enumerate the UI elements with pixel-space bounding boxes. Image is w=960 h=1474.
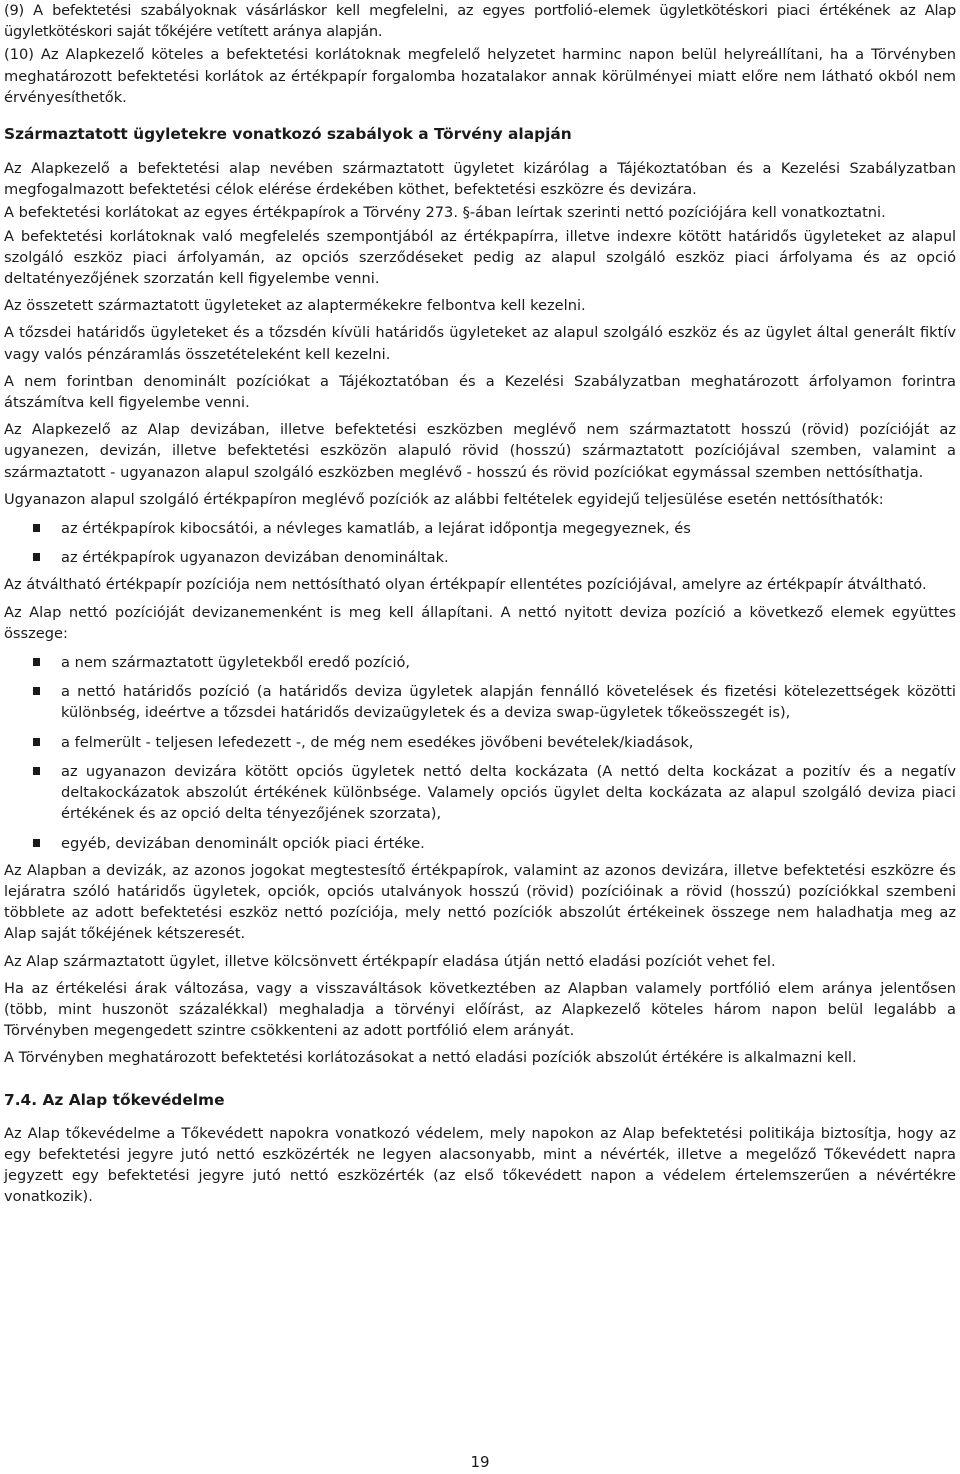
list-item: az ugyanazon devizára kötött opciós ügyletek nettó delta kockázata (A nettó delta kockázat a pozitív és a negatív deltakockázatok abszolút értékének különbsége. Valamely opciós ügylet delta kockázata az alapul szolgáló deviza piaci értékének és az opció delta tényezőjének szorzata), — [4, 761, 956, 825]
paragraph-10: (10) Az Alapkezelő köteles a befektetési korlátoknak megfelelő helyzetet harminc napon belül helyreállítani, ha a Törvényben meghatározott befektetési korlátok az értékpapír forgalomba hozatalakor annak körülményei miatt előre nem látható okból nem érvényesíthetők. — [4, 46, 956, 106]
paragraph: Az Alapkezelő az Alap devizában, illetve befektetési eszközben meglévő nem származtatott hosszú (rövid) pozícióját az ugyanezen, devizán, illetve befektetési eszközön alapuló rövid (hosszú) származtatott pozíciójával szemben, valamint a származtatott - ugyanazon alapul szolgáló eszközben meglévő - hosszú és rövid pozíciókat egymással szemben nettósíthatja. — [4, 421, 956, 481]
list-item: a nettó határidős pozíció (a határidős deviza ügyletek alapján fennálló követelések és fizetési kötelezettségek közötti különbség, ideértve a tőzsdei határidős devizaügyletek és a deviza swap-ügyletek tőkeösszegét is), — [4, 681, 956, 723]
paragraph: A tőzsdei határidős ügyleteket és a tőzsdén kívüli határidős ügyleteket az alapul szolgáló eszköz és az ügylet által generált fiktív vagy valós pénzáramlás összetételeként kell kezelni. — [4, 324, 956, 363]
paragraph: Az összetett származtatott ügyleteket az alaptermékekre felbontva kell kezelni. — [4, 297, 586, 315]
bullet-list-currency — [4, 652, 956, 854]
paragraph: Az Alap származtatott ügylet, illetve kölcsönvett értékpapír eladása útján nettó eladási pozíciót vehet fel. — [4, 952, 776, 970]
paragraph: A befektetési korlátoknak való megfelelés szempontjából az értékpapírra, illetve indexre kötött határidős ügyleteket az alapul szolgáló eszköz piaci árfolyamán, az opciós szerződéseket pedig az alapul szolgáló eszköz piaci árfolyama és az opció deltatényezőjének szorzatán kell figyelembe venni. — [4, 227, 956, 288]
list-item: a felmerült - teljesen lefedezett -, de még nem esedékes jövőbeni bevételek/kiadások, — [4, 732, 956, 753]
paragraph: Az Alapban a devizák, az azonos jogokat megtestesítő értékpapírok, valamint az azonos devizára, illetve befektetési eszközre és lejáratra szóló határidős ügyletek, opciók, opciós utalványok hosszú (rövid) pozícióinak a rövid (hosszú) pozíciókkal szembeni többlete az adott befektetési eszköz nettó pozíciója, mely nettó pozíciók abszolút értékeinek összege nem haladhatja meg az Alap saját tőkéjének kétszeresét. — [4, 861, 956, 943]
list-item: egyéb, devizában denominált opciók piaci értéke. — [4, 833, 956, 854]
paragraph: Ha az értékelési árak változása, vagy a visszaváltások következtében az Alapban valamely portfólió elem aránya jelentősen (több, mint huszonöt százalékkal) meghaladja a törvényi előírást, az Alapkezelő köteles három napon belül legalább a Törvényben megengedett szintre csökkenteni az adott portfólió elem arányát. — [4, 979, 956, 1040]
bullet-list-netting — [4, 518, 956, 568]
page-number: 19 — [470, 1453, 490, 1471]
paragraph: A befektetési korlátokat az egyes értékpapírok a Törvény 273. §-ában leírtak szerinti nettó pozíciójára kell vonatkoztatni. — [4, 204, 886, 222]
paragraph: Az Alap tőkevédelme a Tőkevédett napokra vonatkozó védelem, mely napokon az Alap befektetési politikája biztosítja, hogy az egy befektetési jegyre jutó nettó eszközérték ne legyen alacsonyabb, mint a névérték, illetve a megelőző Tőkevédett napra jegyzett egy befektetési jegyre jutó nettó eszközérték (az első tőkevédett napon a védelem értelemszerűen a névértékre vonatkozik). — [4, 1124, 956, 1206]
section-heading: 7.4. Az Alap tőkevédelme — [4, 1090, 225, 1109]
paragraph: Az Alap nettó pozícióját devizanemenként is meg kell állapítani. A nettó nyitott deviza pozíció a következő elemek együttes összege: — [4, 603, 956, 642]
paragraph: Az átváltható értékpapír pozíciója nem nettósítható olyan értékpapír ellentétes pozíciójával, amelyre az értékpapír átváltható. — [4, 576, 927, 594]
list-item: az értékpapírok kibocsátói, a névleges kamatláb, a lejárat időpontja megegyeznek, és — [4, 518, 956, 539]
paragraph-9: (9) A befektetési szabályoknak vásárláskor kell megfelelni, az egyes portfolió-elemek ügyletkötéskori piaci értékének az Alap ügyletkötéskori saját tőkéjére vetített aránya alapján. — [4, 2, 956, 41]
list-item: az értékpapírok ugyanazon devizában denomináltak. — [4, 547, 956, 568]
paragraph: Ugyanazon alapul szolgáló értékpapíron meglévő pozíciók az alábbi feltételek egyidejű teljesülése esetén nettósíthatók: — [4, 490, 884, 508]
paragraph: A Törvényben meghatározott befektetési korlátozásokat a nettó eladási pozíciók abszolút értékére is alkalmazni kell. — [4, 1049, 857, 1067]
paragraph: Az Alapkezelő a befektetési alap nevében származtatott ügyletet kizárólag a Tájékoztatóban és a Kezelési Szabályzatban megfogalmazott befektetési célok elérése érdekében köthet, befektetési eszközre és devizára. — [4, 160, 956, 199]
heading-derivatives: Származtatott ügyletekre vonatkozó szabályok a Törvény alapján — [4, 125, 572, 144]
list-item: a nem származtatott ügyletekből eredő pozíció, — [4, 652, 956, 673]
document-page — [4, 0, 956, 1207]
paragraph: A nem forintban denominált pozíciókat a Tájékoztatóban és a Kezelési Szabályzatban meghatározott árfolyamon forintra átszámítva kell figyelembe venni. — [4, 372, 956, 412]
